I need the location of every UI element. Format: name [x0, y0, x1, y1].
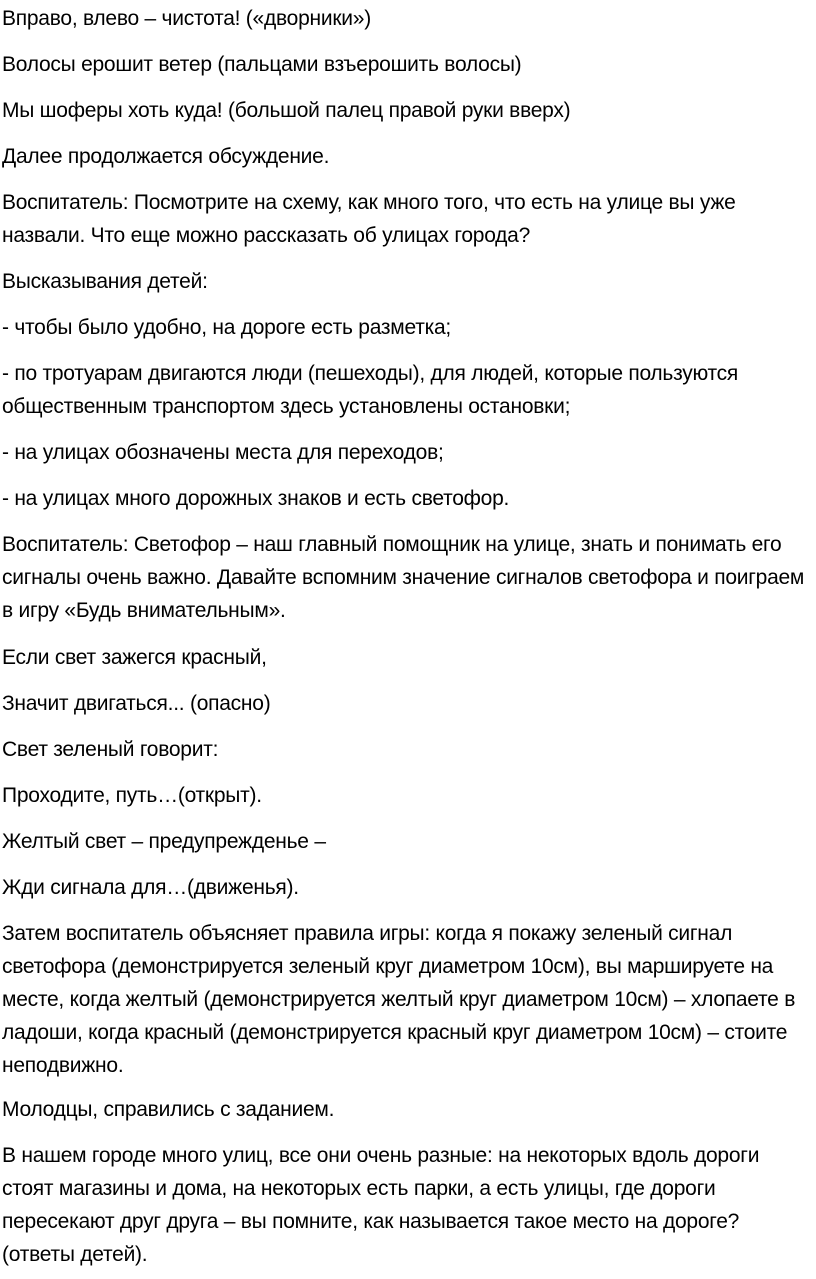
- paragraph-18: Затем воспитатель объясняет правила игры: когда я покажу зеленый сигнал светофора (демонстрируется зеленый круг диаметром 10см), вы маршируете на месте, когда желтый (демонстрируется желтый круг диаметром 10см) – хлопаете в ладоши, когда красный (демонстрируется красный круг диаметром 10см) – стоите неподвижно.: [2, 922, 796, 1077]
- paragraph-13: Значит двигаться... (опасно): [2, 692, 271, 715]
- paragraph-6: Высказывания детей:: [2, 270, 208, 293]
- paragraph-14: Свет зеленый говорит:: [2, 738, 219, 761]
- paragraph-1: Вправо, влево – чистота! («дворники»): [2, 7, 371, 30]
- paragraph-3: Мы шоферы хоть куда! (большой палец правой руки вверх): [2, 99, 571, 122]
- paragraph-10: - на улицах много дорожных знаков и есть светофор.: [2, 487, 510, 510]
- paragraph-19: Молодцы, справились с заданием.: [2, 1098, 335, 1121]
- paragraph-4: Далее продолжается обсуждение.: [2, 145, 330, 168]
- paragraph-20: В нашем городе много улиц, все они очень разные: на некоторых вдоль дороги стоят магазины и дома, на некоторых есть парки, а есть улицы, где дороги пересекают друг друга – вы помните, как называется такое место на дороге? (ответы детей).: [2, 1144, 760, 1266]
- paragraph-7: - чтобы было удобно, на дороге есть разметка;: [2, 316, 452, 339]
- paragraph-12: Если свет зажегся красный,: [2, 646, 267, 669]
- paragraph-2: Волосы ерошит ветер (пальцами взъерошить волосы): [2, 53, 522, 76]
- paragraph-17: Жди сигнала для…(движенья).: [2, 876, 299, 899]
- paragraph-15: Проходите, путь…(открыт).: [2, 784, 262, 807]
- paragraph-5: Воспитатель: Посмотрите на схему, как много того, что есть на улице вы уже назвали. Что еще можно рассказать об улицах города?: [2, 191, 736, 247]
- paragraph-8: - по тротуарам двигаются люди (пешеходы), для людей, которые пользуются общественным транспортом здесь установлены остановки;: [2, 362, 739, 418]
- paragraph-9: - на улицах обозначены места для переходов;: [2, 441, 444, 464]
- paragraph-16: Желтый свет – предупрежденье –: [2, 830, 326, 853]
- paragraph-11: Воспитатель: Светофор – наш главный помощник на улице, знать и понимать его сигналы очень важно. Давайте вспомним значение сигналов светофора и поиграем в игру «Будь внимательным».: [2, 533, 805, 622]
